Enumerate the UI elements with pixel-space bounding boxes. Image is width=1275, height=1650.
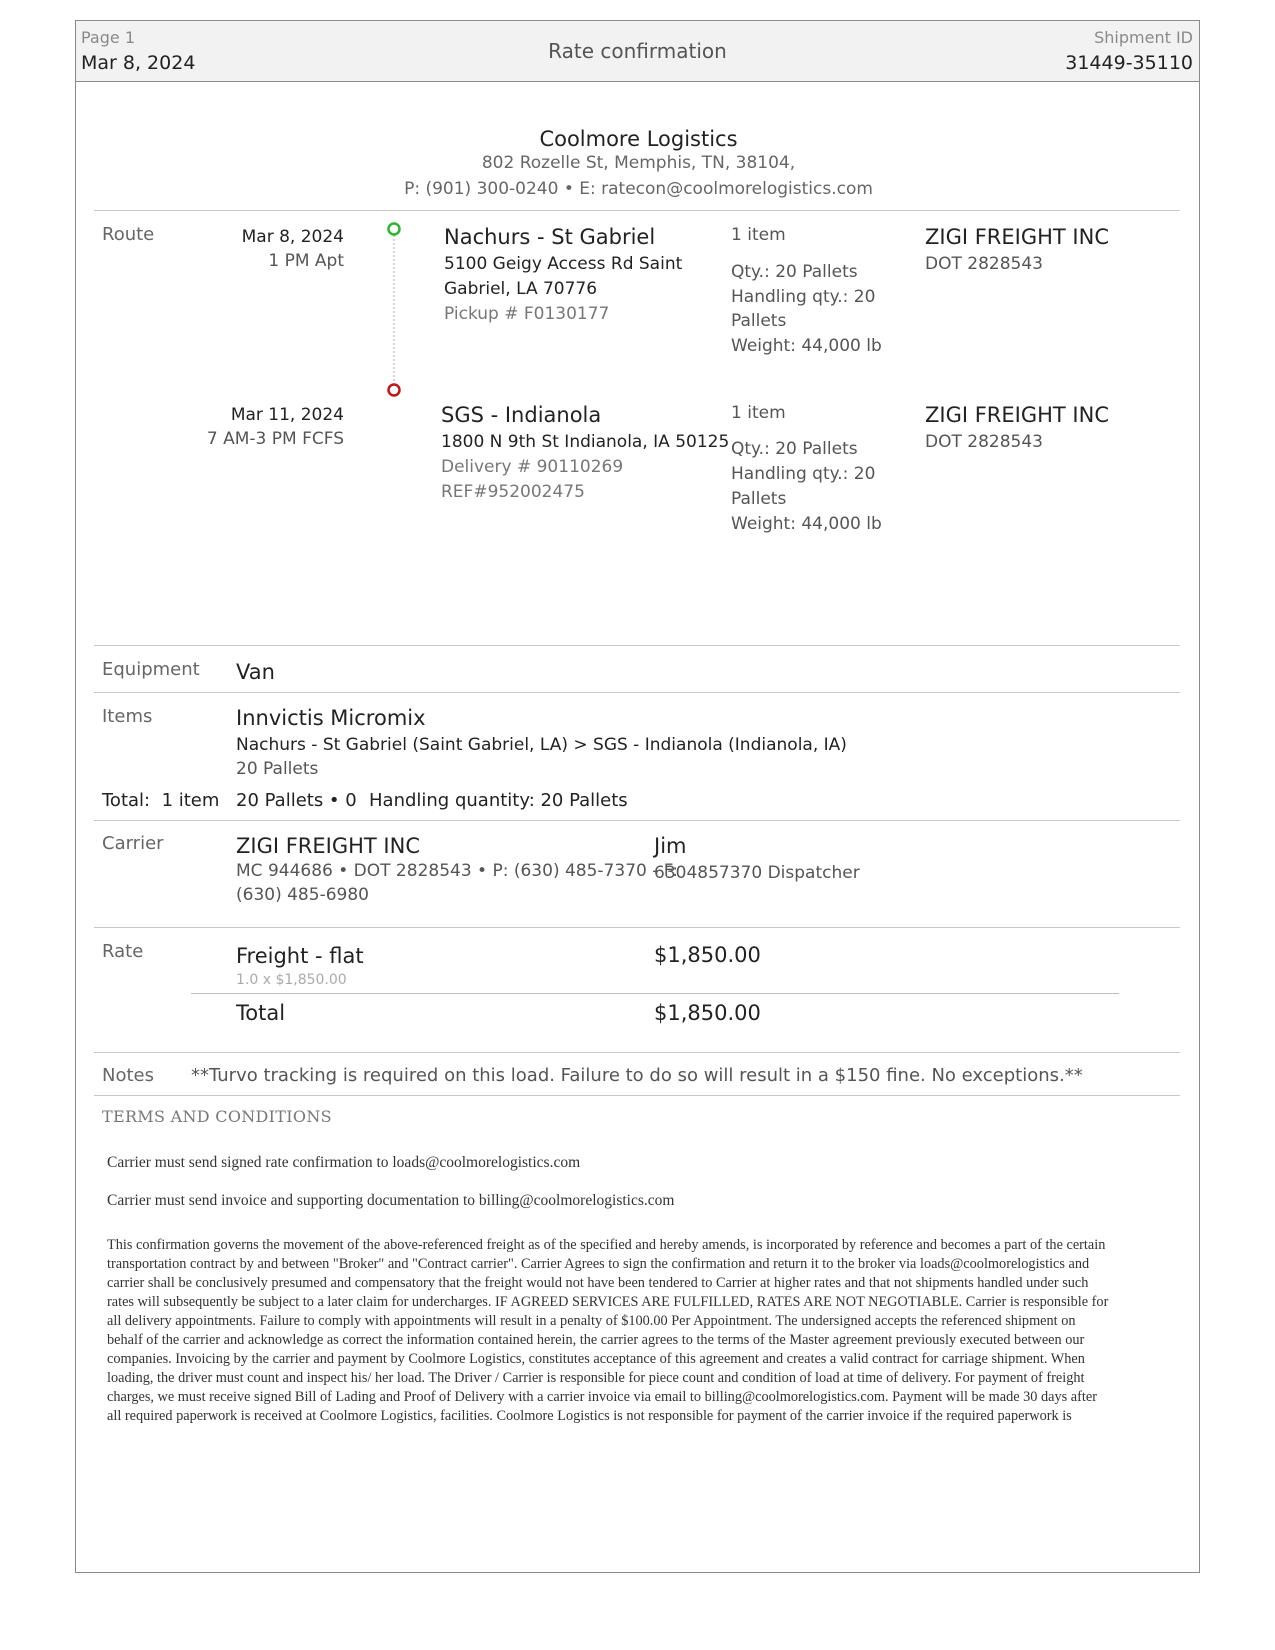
page-number: Page 1: [81, 28, 135, 47]
items-label: Items: [102, 706, 153, 727]
equipment-value: Van: [236, 660, 275, 684]
divider: [94, 692, 1180, 693]
stop-2-dot: DOT 2828543: [925, 432, 1043, 452]
stop-1-weight: Weight: 44,000 lb: [731, 336, 882, 356]
terms-heading: TERMS AND CONDITIONS: [102, 1107, 332, 1126]
equipment-label: Equipment: [102, 659, 200, 680]
terms-paragraph: This confirmation governs the movement of the above-referenced freight as of the specified and hereby amends, is incorporated by reference and becomes a part of the certain transportation contract by and between "Broker" and "Contract carrier". Carrier Agrees to sign the confirmation and return it to the broker via loads@coolmorelogistics and carrier shall be conclusively presumed and compensatory that the freight would not have been tendered to Carrier at higher rates and that not shipments handled under such rates will subsequently be subject to a later claim for undercharges. IF AGREED SERVICES ARE FULFILLED, RATES ARE NOT NEGOTIABLE. Carrier is responsible for all delivery appointments. Failure to comply with appointments will result in a penalty of $100.00 Per Appointment. The undersigned accepts the referenced shipment on behalf of the carrier and acknowledge as correct the information contained herein, the carrier agrees to the terms of the Master agreement previously executed between our companies. Invoicing by the carrier and payment by Coolmore Logistics, constitutes acceptance of this agreement and creates a valid contract for carriage shipment. When loading, the driver must count and inspect his/ her load. The Driver / Carrier is responsible for piece count and condition of load at time of delivery. For payment of freight charges, we must receive signed Bill of Lading and Proof of Delivery with a carrier invoice via email to billing@coolmorelogistics.com. Payment will be made 30 days after all required paperwork is received at Coolmore Logistics, facilities. Coolmore Logistics is not responsible for payment of the carrier invoice if the required paperwork is: [107, 1237, 1109, 1424]
stop-1-handling: Handling qty.: 20: [731, 287, 876, 307]
company-address: 802 Rozelle St, Memphis, TN, 38104,: [481, 153, 796, 173]
stop-2-address-line1: 1800 N 9th St Indianola, IA 50125: [441, 432, 730, 452]
divider: [94, 1052, 1180, 1053]
route-timeline: [381, 219, 407, 403]
stop-2-handling: Handling qty.: 20: [731, 464, 876, 484]
divider: [94, 820, 1180, 821]
stop-2-item-count: 1 item: [731, 403, 786, 423]
carrier-contact-name: Jim: [654, 834, 687, 858]
pickup-marker-icon: [389, 224, 400, 235]
stop-1-reference: Pickup # F0130177: [444, 304, 610, 324]
stop-1-qty: Qty.: 20 Pallets: [731, 262, 858, 282]
stop-2-name: SGS - Indianola: [441, 403, 602, 427]
stop-2-time: 7 AM-3 PM FCFS: [206, 429, 344, 449]
stop-1-handling-unit: Pallets: [731, 311, 787, 331]
item-qty: 20 Pallets: [236, 759, 319, 779]
document-title: Rate confirmation: [548, 39, 727, 63]
shipment-id: 31449-35110: [1065, 52, 1193, 74]
company-name: Coolmore Logistics: [539, 127, 738, 151]
rate-total-amount: $1,850.00: [654, 1001, 761, 1025]
page-header: [76, 21, 1199, 82]
header-date: Mar 8, 2024: [81, 52, 196, 74]
item-name: Innvictis Micromix: [236, 706, 426, 730]
rate-line-calculation: 1.0 x $1,850.00: [236, 972, 347, 988]
rate-line-amount: $1,850.00: [654, 943, 761, 967]
stop-1-item-count: 1 item: [731, 225, 786, 245]
carrier-fax: (630) 485-6980: [236, 885, 369, 905]
notes-text: **Turvo tracking is required on this load. Failure to do so will result in a $150 fine. No exceptions.**: [191, 1065, 1083, 1086]
stop-2-carrier: ZIGI FREIGHT INC: [925, 403, 1109, 427]
company-contact: P: (901) 300-0240 • E: ratecon@coolmorelogistics.com: [404, 179, 873, 199]
rate-line-name: Freight - flat: [236, 944, 364, 968]
items-total-handling: Handling quantity: 20 Pallets: [369, 790, 628, 811]
divider: [94, 210, 1180, 211]
items-total-label: Total:: [102, 790, 151, 811]
items-total: [102, 790, 219, 811]
rate-label: Rate: [102, 941, 144, 962]
carrier-name: ZIGI FREIGHT INC: [236, 834, 420, 858]
stop-2-qty: Qty.: 20 Pallets: [731, 439, 858, 459]
notes-label: Notes: [102, 1065, 154, 1086]
stop-2-date: Mar 11, 2024: [230, 405, 344, 425]
carrier-contact-detail: 6304857370 Dispatcher: [654, 863, 860, 883]
stop-2-reference: Delivery # 90110269: [441, 457, 624, 477]
shipment-id-label: Shipment ID: [1094, 28, 1193, 47]
stop-1-date: Mar 8, 2024: [241, 227, 344, 247]
terms-line-2: Carrier must send invoice and supporting documentation to billing@coolmorelogistics.com: [107, 1192, 675, 1209]
document-page: [75, 20, 1200, 1573]
stop-1-carrier: ZIGI FREIGHT INC: [925, 225, 1109, 249]
delivery-marker-icon: [389, 385, 400, 396]
stop-1-time: 1 PM Apt: [268, 251, 344, 271]
stop-2-weight: Weight: 44,000 lb: [731, 514, 882, 534]
items-total-pallets: 20 Pallets • 0: [236, 790, 357, 811]
stop-1-address-line2: Gabriel, LA 70776: [444, 279, 598, 299]
carrier-label: Carrier: [102, 833, 164, 854]
stop-1-address-line1: 5100 Geigy Access Rd Saint: [444, 254, 683, 274]
carrier-details: MC 944686 • DOT 2828543 • P: (630) 485-7370 - F:: [236, 861, 678, 881]
divider: [94, 1095, 1180, 1096]
rate-total-label: Total: [236, 1001, 286, 1025]
stop-1-dot: DOT 2828543: [925, 254, 1043, 274]
rate-divider: [191, 993, 1119, 994]
item-lane: Nachurs - St Gabriel (Saint Gabriel, LA) > SGS - Indianola (Indianola, IA): [236, 735, 847, 755]
divider: [94, 645, 1180, 646]
stop-2-reference-2: REF#952002475: [441, 482, 585, 502]
route-label: Route: [102, 224, 155, 245]
stop-1-name: Nachurs - St Gabriel: [444, 225, 656, 249]
divider: [94, 927, 1180, 928]
items-total-count: 1 item: [161, 790, 220, 811]
stop-2-handling-unit: Pallets: [731, 489, 787, 509]
terms-line-1: Carrier must send signed rate confirmation to loads@coolmorelogistics.com: [107, 1154, 581, 1171]
